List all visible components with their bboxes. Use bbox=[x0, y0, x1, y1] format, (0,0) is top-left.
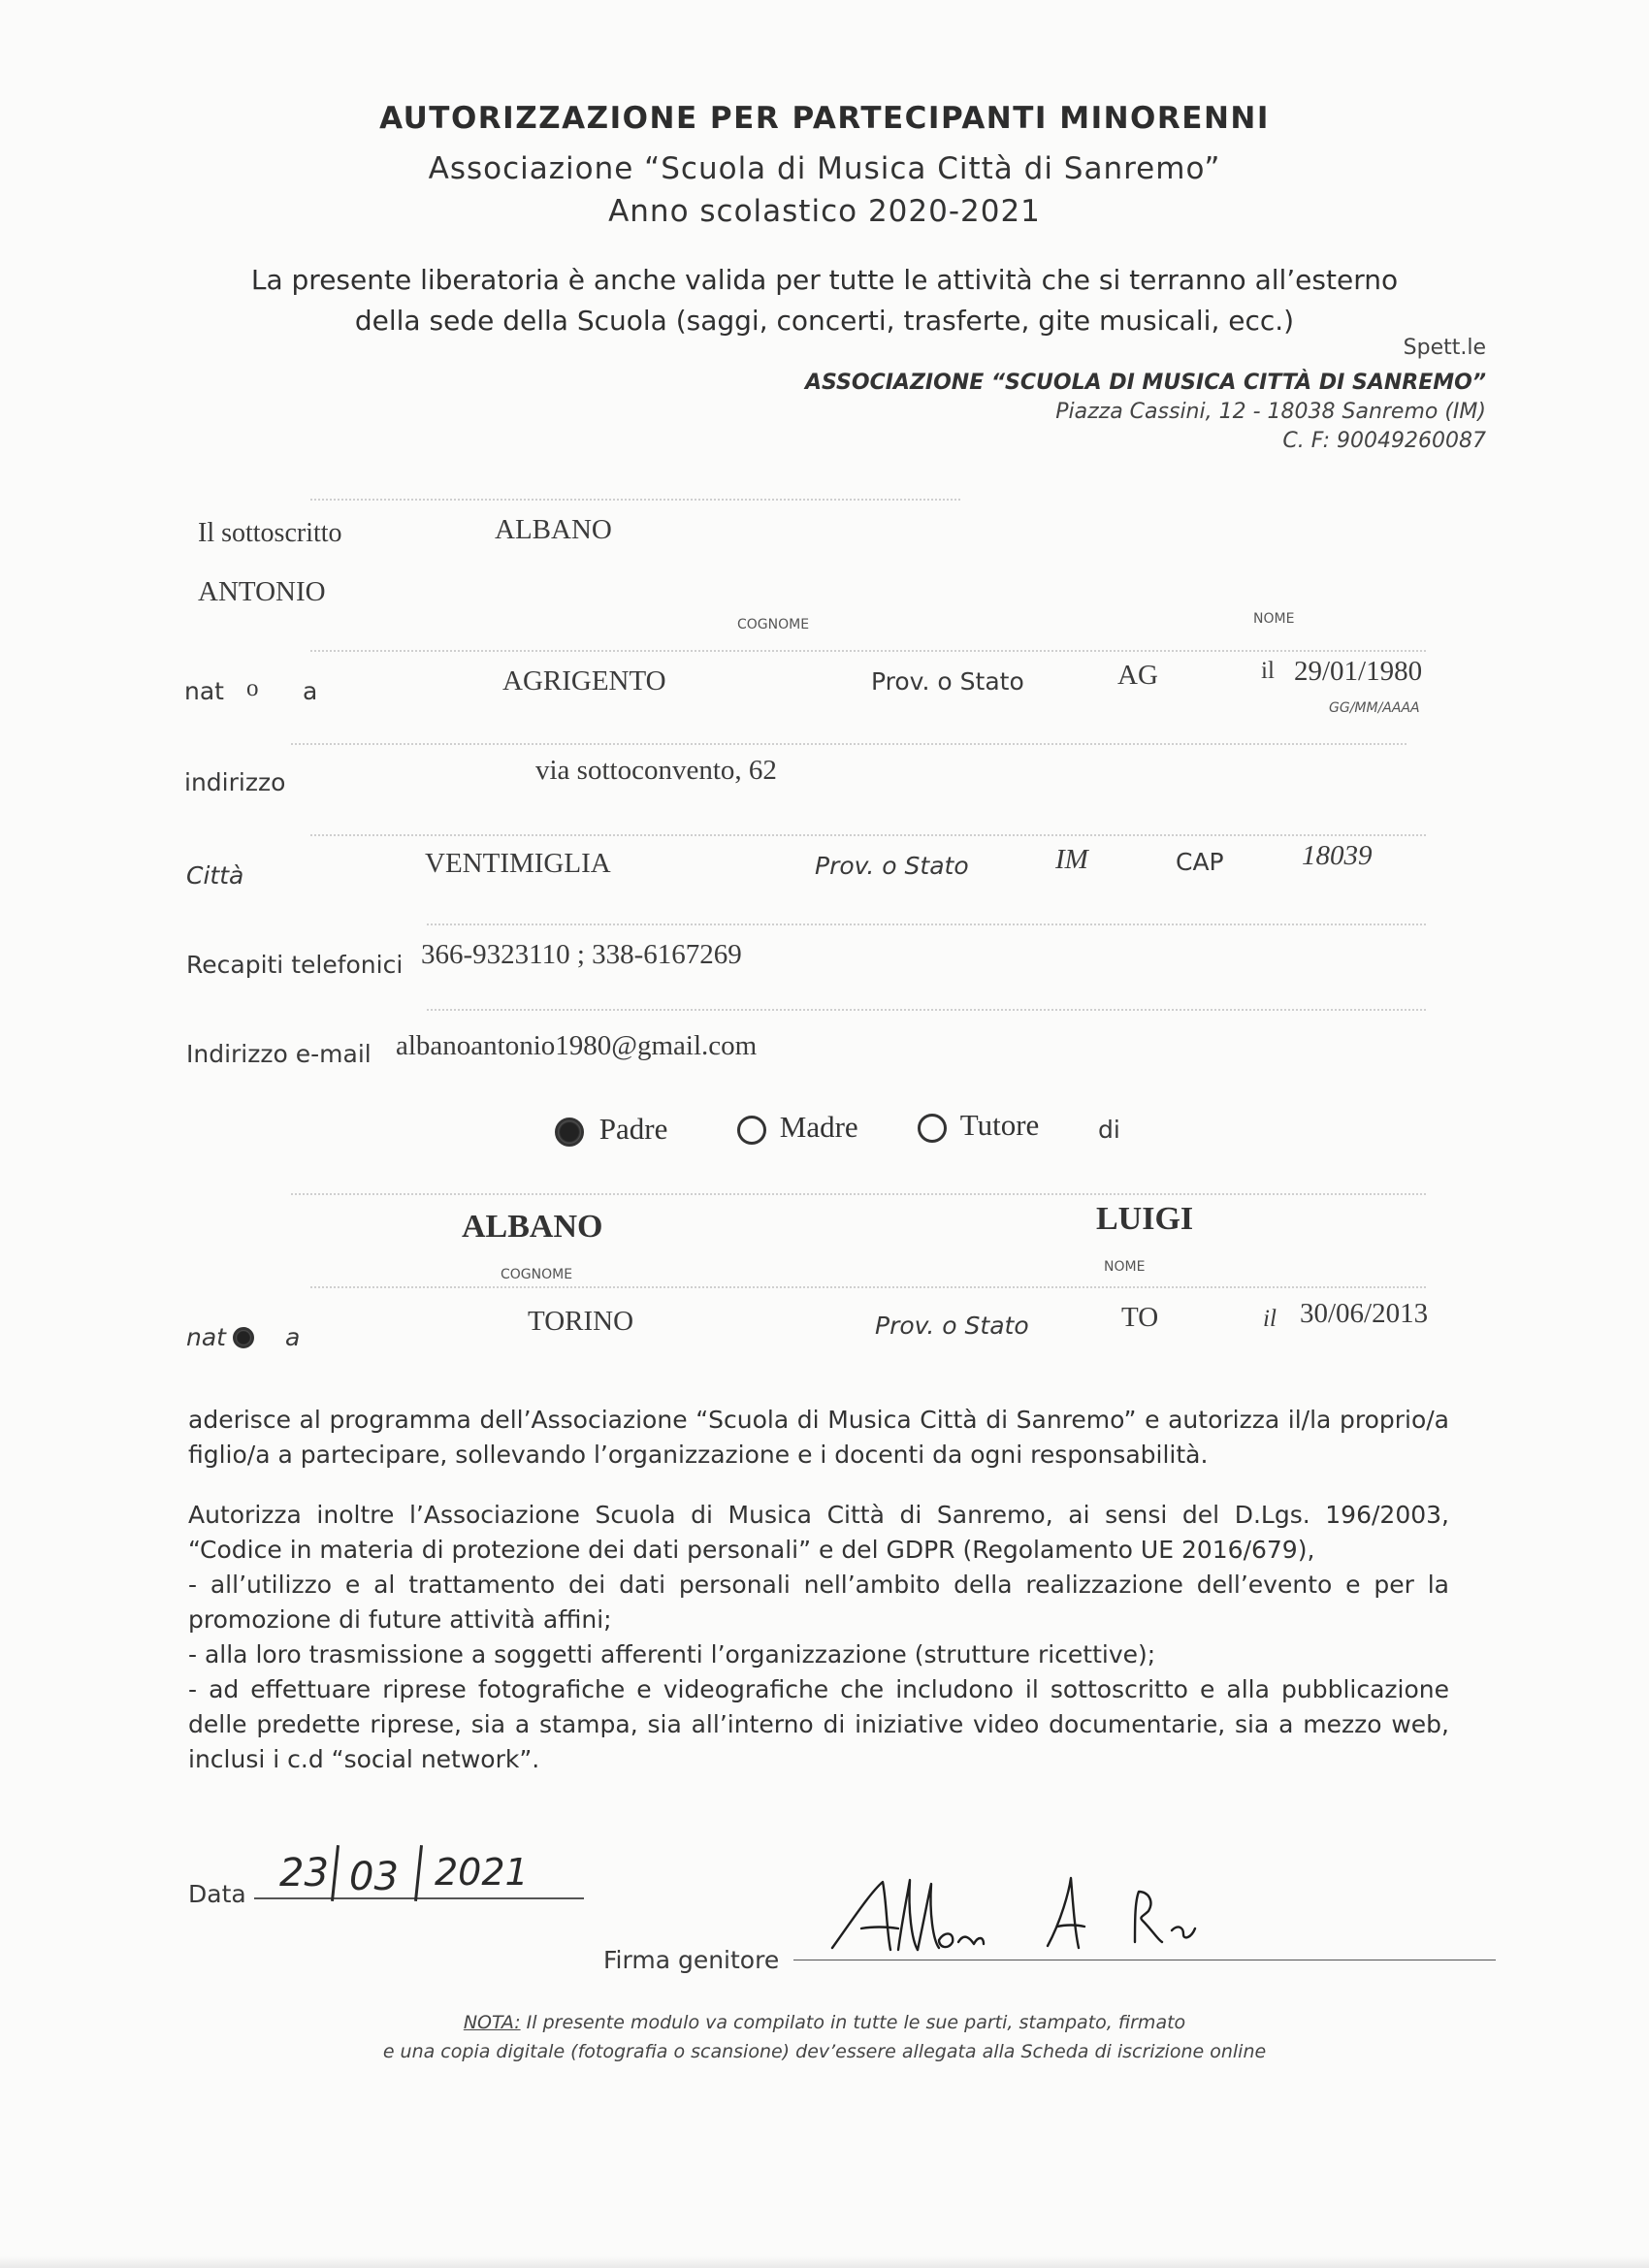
dotted-line bbox=[291, 1193, 1426, 1195]
dotted-line bbox=[310, 834, 1426, 836]
parent-birth-prov-value[interactable]: AG bbox=[1117, 660, 1158, 691]
label-city: Città bbox=[186, 861, 244, 890]
label-date: Data bbox=[188, 1880, 246, 1908]
date-year: 2021 bbox=[435, 1851, 529, 1894]
dotted-line bbox=[427, 923, 1426, 925]
privacy-item-2: - alla loro trasmissione a soggetti afferenti l’organizzazione (strutture ricettive); bbox=[188, 1640, 1156, 1669]
nota-label: NOTA: bbox=[463, 2012, 521, 2033]
label-born-a: a bbox=[303, 677, 318, 705]
parent-email-value[interactable]: albanoantonio1980@gmail.com bbox=[396, 1030, 758, 1061]
intro-line-2: della sede della Scuola (saggi, concerti, trasferte, gite musicali, ecc.) bbox=[354, 305, 1295, 337]
nota-line-1 bbox=[0, 2012, 1649, 2033]
document-title: AUTORIZZAZIONE PER PARTECIPANTI MINORENNI bbox=[379, 101, 1270, 136]
radio-tutore[interactable] bbox=[918, 1114, 947, 1143]
radio-label: Madre bbox=[779, 1110, 858, 1144]
date-day: 23 bbox=[279, 1851, 329, 1895]
label-date-format: GG/MM/AAAA bbox=[1329, 700, 1420, 716]
label-born-a: a bbox=[285, 1323, 301, 1351]
school-year: Anno scolastico 2020-2021 bbox=[608, 194, 1041, 229]
date-month: 03 bbox=[349, 1855, 399, 1899]
privacy-item-1: - all’utilizzo e al trattamento dei dati personali nell’ambito della realizzazione dell’evento e per la promozione di future attività affini; bbox=[188, 1571, 1449, 1634]
radio-label: Padre bbox=[598, 1112, 668, 1146]
child-birth-date-value[interactable]: 30/06/2013 bbox=[1300, 1298, 1429, 1329]
nota-line-2: e una copia digitale (fotografia o scansione) dev’essere allegata alla Scheda di iscrizione online bbox=[382, 2041, 1267, 2062]
parent-name-value[interactable]: ANTONIO bbox=[198, 576, 326, 607]
recipient-address: Piazza Cassini, 12 - 18038 Sanremo (IM) bbox=[1055, 400, 1486, 424]
parent-city-prov-value[interactable]: IM bbox=[1055, 844, 1088, 875]
recipient-salutation: Spett.le bbox=[1403, 336, 1486, 360]
dotted-line bbox=[310, 650, 1426, 652]
date-field[interactable] bbox=[254, 1849, 584, 1899]
radio-option-tutore[interactable] bbox=[918, 1108, 1039, 1143]
label-il: il bbox=[1263, 1306, 1277, 1332]
label-name: NOME bbox=[1104, 1259, 1146, 1275]
label-of: di bbox=[1098, 1116, 1120, 1144]
paragraph-consent bbox=[188, 1403, 1449, 1473]
parent-city-value[interactable]: VENTIMIGLIA bbox=[425, 848, 611, 879]
paragraph-privacy bbox=[188, 1498, 1449, 1777]
label-signature: Firma genitore bbox=[603, 1946, 780, 1974]
child-surname-value[interactable]: ALBANO bbox=[462, 1209, 603, 1245]
label-born: nat bbox=[186, 1323, 226, 1351]
dotted-line bbox=[427, 1009, 1426, 1011]
label-surname: COGNOME bbox=[501, 1267, 573, 1282]
parent-born-gender: o bbox=[246, 675, 259, 701]
radio-option-padre[interactable] bbox=[555, 1112, 667, 1147]
child-birth-place-value[interactable]: TORINO bbox=[528, 1306, 634, 1337]
intro-line-1: La presente liberatoria è anche valida per tutte le attività che si terranno all’esterno bbox=[250, 264, 1399, 296]
recipient-name: ASSOCIAZIONE “SCUOLA DI MUSICA CITTÀ DI SANREMO” bbox=[804, 371, 1486, 395]
recipient-fiscal-code: C. F: 90049260087 bbox=[1282, 429, 1486, 453]
label-name: NOME bbox=[1253, 611, 1295, 627]
dotted-line bbox=[310, 1286, 1426, 1288]
handwritten-signature bbox=[793, 1872, 1496, 1960]
privacy-intro: Autorizza inoltre l’Associazione Scuola di Musica Città di Sanremo, ai sensi del D.Lgs. 196/2003, “Codice in materia di protezione dei dati personali” e del GDPR (Regolamento UE 2016/679), bbox=[188, 1501, 1449, 1564]
label-email: Indirizzo e-mail bbox=[186, 1040, 372, 1068]
radio-label: Tutore bbox=[959, 1108, 1040, 1142]
scan-edge bbox=[0, 2256, 1649, 2268]
nota-text-1: Il presente modulo va compilato in tutte le sue parti, stampato, firmato bbox=[526, 2012, 1186, 2033]
label-phone: Recapiti telefonici bbox=[186, 951, 404, 979]
date-separator bbox=[331, 1845, 340, 1901]
child-birth-prov-value[interactable]: TO bbox=[1121, 1302, 1159, 1333]
label-surname: COGNOME bbox=[737, 617, 810, 632]
parent-birth-date-value[interactable]: 29/01/1980 bbox=[1294, 656, 1423, 687]
label-address: indirizzo bbox=[184, 768, 286, 796]
parent-phone-value[interactable]: 366-9323110 ; 338-6167269 bbox=[421, 939, 742, 970]
radio-padre-checked[interactable] bbox=[555, 1118, 584, 1147]
label-il: il bbox=[1261, 658, 1275, 684]
date-separator bbox=[414, 1845, 423, 1901]
signature-field[interactable] bbox=[793, 1901, 1496, 1960]
label-city-prov: Prov. o Stato bbox=[815, 852, 969, 880]
consent-text: aderisce al programma dell’Associazione “Scuola di Musica Città di Sanremo” e autorizza il/la proprio/a figlio/a a partecipare, sollevando l’organizzazione e i docenti da ogni responsabilità. bbox=[188, 1406, 1449, 1469]
child-name-value[interactable]: LUIGI bbox=[1096, 1201, 1194, 1237]
child-gender-circle bbox=[233, 1327, 254, 1348]
label-cap: CAP bbox=[1176, 848, 1224, 876]
parent-birth-place-value[interactable]: AGRIGENTO bbox=[502, 665, 666, 697]
dotted-line bbox=[291, 743, 1406, 745]
radio-madre[interactable] bbox=[737, 1116, 766, 1145]
association-name: Associazione “Scuola di Musica Città di Sanremo” bbox=[428, 151, 1221, 186]
label-born: nat bbox=[184, 677, 224, 705]
privacy-item-3: - ad effettuare riprese fotografiche e videografiche che includono il sottoscritto e alla pubblicazione delle predette riprese, sia a stampa, sia all’interno di iniziative video documentarie, sia a mezzo web, inclusi i c.d “social network”. bbox=[188, 1675, 1449, 1773]
parent-cap-value[interactable]: 18039 bbox=[1302, 840, 1373, 871]
parent-address-value[interactable]: via sottoconvento, 62 bbox=[535, 755, 777, 786]
dotted-line bbox=[310, 499, 960, 501]
radio-option-madre[interactable] bbox=[737, 1110, 858, 1145]
parent-surname-value[interactable]: ALBANO bbox=[495, 514, 612, 545]
label-prov: Prov. o Stato bbox=[875, 1312, 1029, 1340]
label-subscriber: Il sottoscritto bbox=[198, 518, 342, 548]
label-prov: Prov. o Stato bbox=[871, 667, 1024, 696]
